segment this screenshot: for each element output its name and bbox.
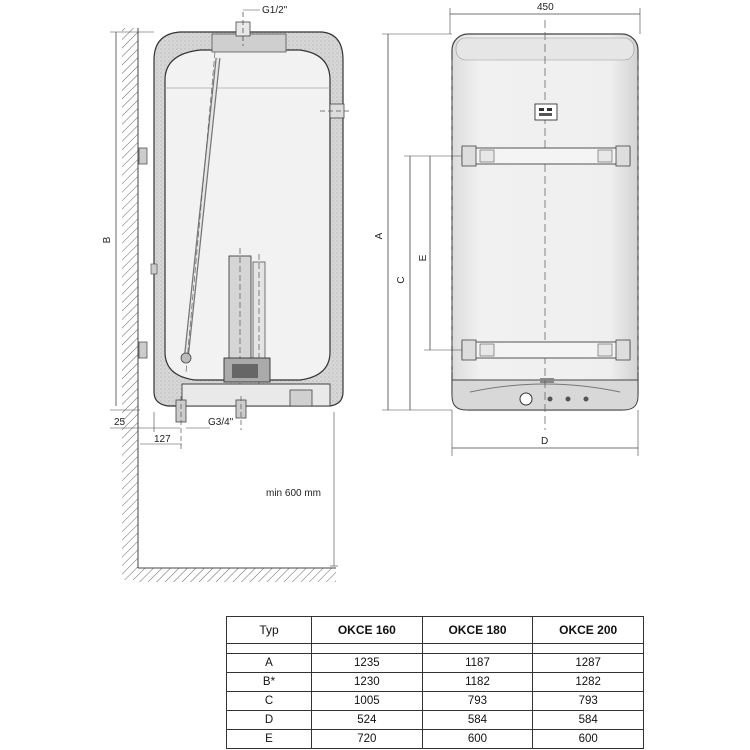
value-cell: 793: [422, 692, 533, 711]
typ-header: Typ: [227, 617, 312, 644]
value-cell: 524: [312, 711, 423, 730]
value-cell: 1005: [312, 692, 423, 711]
value-cell: 1282: [533, 673, 644, 692]
table-row: [227, 654, 644, 673]
value-cell: 1187: [422, 654, 533, 673]
label-g-top: G1/2": [262, 5, 288, 16]
label-450: 450: [537, 2, 554, 13]
value-cell: 720: [312, 730, 423, 749]
value-cell: 793: [533, 692, 644, 711]
table-row: [227, 730, 644, 749]
front-view: [374, 2, 640, 456]
wall-hatch: [122, 28, 138, 580]
table-row: [227, 711, 644, 730]
model-header: OKCE 180: [422, 617, 533, 644]
thermostat-knob: [520, 393, 532, 405]
value-cell: 584: [422, 711, 533, 730]
label-min-clearance: min 600 mm: [266, 488, 322, 499]
table-spacer-row: [227, 644, 644, 654]
value-cell: 600: [422, 730, 533, 749]
param-cell: B*: [227, 673, 312, 692]
temperature-indicator: [535, 104, 557, 120]
value-cell: 1287: [533, 654, 644, 673]
section-view: [102, 5, 352, 582]
value-cell: 584: [533, 711, 644, 730]
label-b: B: [102, 236, 113, 244]
value-cell: 1230: [312, 673, 423, 692]
label-g-bottom: G3/4": [208, 417, 234, 428]
param-cell: E: [227, 730, 312, 749]
value-cell: 1182: [422, 673, 533, 692]
label-e: E: [418, 254, 429, 262]
value-cell: 1235: [312, 654, 423, 673]
label-25: 25: [114, 417, 126, 428]
table-row: [227, 692, 644, 711]
table-row: [227, 673, 644, 692]
value-cell: 600: [533, 730, 644, 749]
label-127: 127: [154, 434, 171, 445]
label-c: C: [396, 276, 407, 284]
floor-hatch: [138, 568, 336, 582]
model-header: OKCE 200: [533, 617, 644, 644]
label-d: D: [541, 436, 549, 447]
param-cell: A: [227, 654, 312, 673]
param-cell: C: [227, 692, 312, 711]
label-a: A: [374, 232, 385, 240]
model-header: OKCE 160: [312, 617, 423, 644]
table-header-row: [227, 617, 644, 644]
dimensions-table: [226, 616, 644, 749]
param-cell: D: [227, 711, 312, 730]
